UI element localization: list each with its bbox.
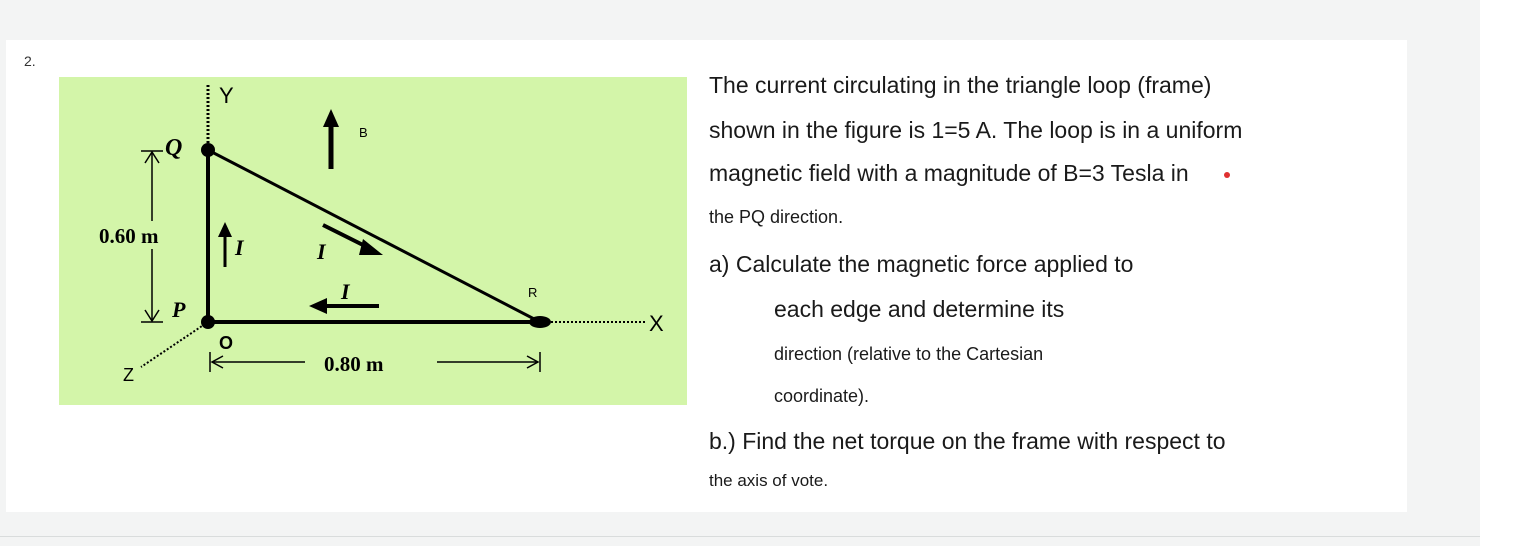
dim-vertical-label: 0.60 m <box>99 224 159 248</box>
p-label: P <box>172 297 186 322</box>
problem-line-2: shown in the figure is 1=5 A. The loop is in a uniform <box>709 117 1243 143</box>
part-a-line-3: direction (relative to the Cartesian <box>774 344 1044 364</box>
part-b-line-1: b.) Find the net torque on the frame with respect to <box>709 428 1226 454</box>
r-label: R <box>528 285 538 300</box>
right-margin <box>1480 0 1525 546</box>
part-a-line-2: each edge and determine its <box>774 296 1065 322</box>
q-label: Q <box>165 135 183 161</box>
part-a-line-1: a) Calculate the magnetic force applied to <box>709 251 1134 277</box>
question-number: 2. <box>24 53 36 69</box>
current-label-qr: I <box>317 239 326 264</box>
part-b-line-2: the axis of vote. <box>709 471 829 490</box>
y-axis-label: Y <box>219 83 234 108</box>
x-axis-label: X <box>649 311 664 336</box>
b-field-label: B <box>359 125 368 140</box>
vertex-q <box>201 143 215 157</box>
current-label-pq: I <box>235 235 244 260</box>
dim-horizontal-label: 0.80 m <box>324 352 384 376</box>
red-marker-dot <box>1224 172 1230 178</box>
current-label-rp: I <box>341 279 350 304</box>
problem-line-3: magnetic field with a magnitude of B=3 Tesla in <box>709 160 1189 186</box>
vertex-r <box>529 316 551 328</box>
origin-label: O <box>219 333 234 353</box>
problem-line-1: The current circulating in the triangle loop (frame) <box>709 72 1212 98</box>
problem-line-4: the PQ direction. <box>709 207 844 227</box>
part-a-line-4: coordinate). <box>774 386 870 406</box>
z-axis-label: Z <box>123 365 134 385</box>
triangle-loop-figure <box>59 77 687 405</box>
vertex-p <box>201 315 215 329</box>
divider <box>0 536 1480 537</box>
